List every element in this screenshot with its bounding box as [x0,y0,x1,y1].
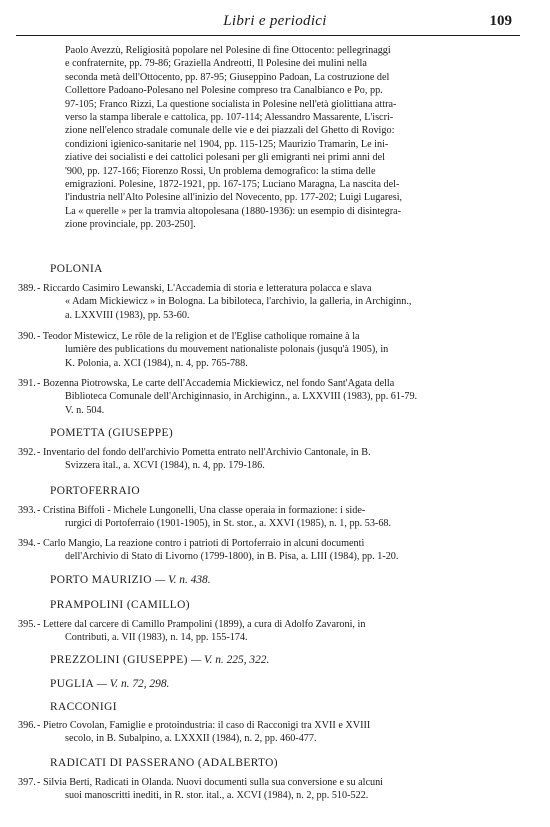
text-line: « Adam Mickiewicz » in Bologna. La bibiloteca, l'archivio, la galleria, in Archiginn., [65,296,412,308]
section-heading [50,574,211,586]
bibliography-entry [37,446,371,473]
section-heading [50,701,117,713]
bibliography-entry [37,330,388,370]
text-line: - Lettere dal carcere di Camillo Prampolini (1899), a cura di Adolfo Zavaroni, in [37,619,366,630]
section-heading [50,427,173,439]
text-line: ziative dei socialisti e dei cattolici polesani per gli emigranti nei primi anni del [65,152,385,164]
text-line: Collettore Padoano-Polesano nel Polesine compreso tra Canalbianco e Po, pp. [65,85,383,97]
text-line: rurgici di Portoferraio (1901-1905), in St. stor., a. XXVI (1985), n. 1, pp. 53-68. [65,518,392,530]
bibliography-entry [37,537,398,564]
text-line: condizioni igienico-sanitarie nel 1904, pp. 115-125; Maurizio Tramarin, Le ini- [65,138,389,150]
text-line: emigrazioni. Polesine, 1872-1921, pp. 167-175; Luciano Maragna, La nascita del- [65,179,400,191]
section-heading [50,757,278,769]
text-line: - Carlo Mangio, La reazione contro i patrioti di Portoferraio in alcuni documenti [37,538,365,549]
entry-number: 391. [18,378,36,389]
bibliography-entry [37,282,411,322]
text-line: Svizzera ital., a. XCVI (1984), n. 4, pp. 179-186. [65,460,265,472]
text-line: zione nell'elenco stradale comunale delle vie e dei piazzali del Ghetto di Rovigo: [65,125,395,137]
bibliography-entry [37,776,383,803]
section-heading [50,485,140,497]
text-line: - Inventario del fondo dell'archivio Pometta entrato nell'Archivio Cantonale, in B. [37,447,371,458]
bibliography-entry [37,377,417,417]
section-title: PORTO MAURIZIO [50,574,152,586]
text-line: secolo, in B. Subalpino, a. LXXXII (1984), n. 2, pp. 460-477. [65,733,317,745]
section-title: PORTOFERRAIO [50,485,140,497]
section-heading [50,654,269,666]
cross-reference: — V. n. 72, 298. [96,678,170,690]
section-title: POLONIA [50,263,103,275]
section-title: PREZZOLINI (GIUSEPPE) [50,654,188,666]
entry-number: 397. [18,777,36,788]
section-title: PUGLIA [50,678,94,690]
text-line: dell'Archivio di Stato di Livorno (1799-1800), in B. Pisa, a. LIII (1984), pp. 1-20. [65,551,399,563]
text-line: suoi manoscritti inediti, in R. stor. ital., a. XCVI (1984), n. 2, pp. 510-522. [65,790,369,802]
text-line: Paolo Avezzù, Religiosità popolare nel Polesine di fine Ottocento: pellegrinaggi [65,45,391,56]
text-line: verso la stampa liberale e cattolica, pp. 107-114; Alessandro Massarente, L'iscri- [65,112,394,124]
entry-number: 389. [18,283,36,294]
section-title: RACCONIGI [50,701,117,713]
bibliography-entry [37,618,365,645]
section-title: POMETTA (GIUSEPPE) [50,427,174,439]
text-line: K. Polonia, a. XCI (1984), n. 4, pp. 765-788. [65,357,248,369]
text-line: e confraternite, pp. 79-86; Graziella Andreotti, Il Polesine dei mulini nella [65,58,367,70]
text-line: zione provinciale, pp. 203-250]. [65,219,196,231]
intro-paragraph [65,44,402,232]
cross-reference: — V. n. 438. [155,574,211,586]
text-line: lumière des publications du mouvement nationaliste polonais (jusqu'à 1905), in [65,344,389,356]
text-line: 97-105; Franco Rizzi, La questione socialista in Polesine nell'età giolittiana attra- [65,98,397,110]
bibliography-entry [37,504,391,531]
section-title: RADICATI DI PASSERANO (ADALBERTO) [50,757,279,769]
entry-number: 393. [18,505,36,516]
entry-number: 396. [18,720,36,731]
text-line: La « querelle » per la tramvia altopolesana (1880-1936): un esempio di disintegra- [65,205,402,217]
page-number: 109 [489,13,512,29]
section-heading [50,263,103,275]
text-line: seconda metà dell'Ottocento, pp. 87-95; Giuseppino Padoan, La costruzione del [65,71,390,83]
header-rule [16,35,520,36]
section-title: PRAMPOLINI (CAMILLO) [50,599,190,611]
text-line: Biblioteca Comunale dell'Archiginnasio, in Archiginn., a. LXXVIII (1983), pp. 61-79. [65,391,418,403]
text-line: - Bozenna Piotrowska, Le carte dell'Accademia Mickiewicz, nel fondo Sant'Agata della [37,378,395,389]
text-line: l'industria nell'Alto Polesine all'inizio del Novecento, pp. 177-202; Luigi Lugaresi, [65,192,403,204]
section-heading [50,599,190,611]
page-header [0,13,550,33]
running-title: Libri e periodici [223,13,327,29]
text-line: - Silvia Berti, Radicati in Olanda. Nuovi documenti sulla sua conversione e su alcuni [37,777,384,788]
text-line: '900, pp. 127-166; Fiorenzo Rossi, Un problema demografico: la stima delle [65,165,376,177]
entry-number: 392. [18,447,36,458]
text-line: - Pietro Covolan, Famiglie e protoindustria: il caso di Racconigi tra XVII e XVIII [37,720,371,731]
entry-number: 395. [18,619,36,630]
text-line: a. LXXVIII (1983), pp. 53-60. [65,309,190,321]
cross-reference: — V. n. 225, 322. [191,654,270,666]
text-line: Contributi, a. VII (1983), n. 14, pp. 155-174. [65,632,248,644]
text-line: - Cristina Biffoli - Michele Lungonelli, Una classe operaia in formazione: i side- [37,505,366,516]
entry-number: 390. [18,331,36,342]
text-line: - Riccardo Casimiro Lewanski, L'Accademia di storia e letteratura polacca e slava [37,283,372,294]
entry-number: 394. [18,538,36,549]
section-heading [50,678,169,690]
text-line: V. n. 504. [65,404,105,416]
bibliography-entry [37,719,370,746]
text-line: - Teodor Mistewicz, Le rôle de la religion et de l'Eglise catholique romaine à la [37,331,360,342]
